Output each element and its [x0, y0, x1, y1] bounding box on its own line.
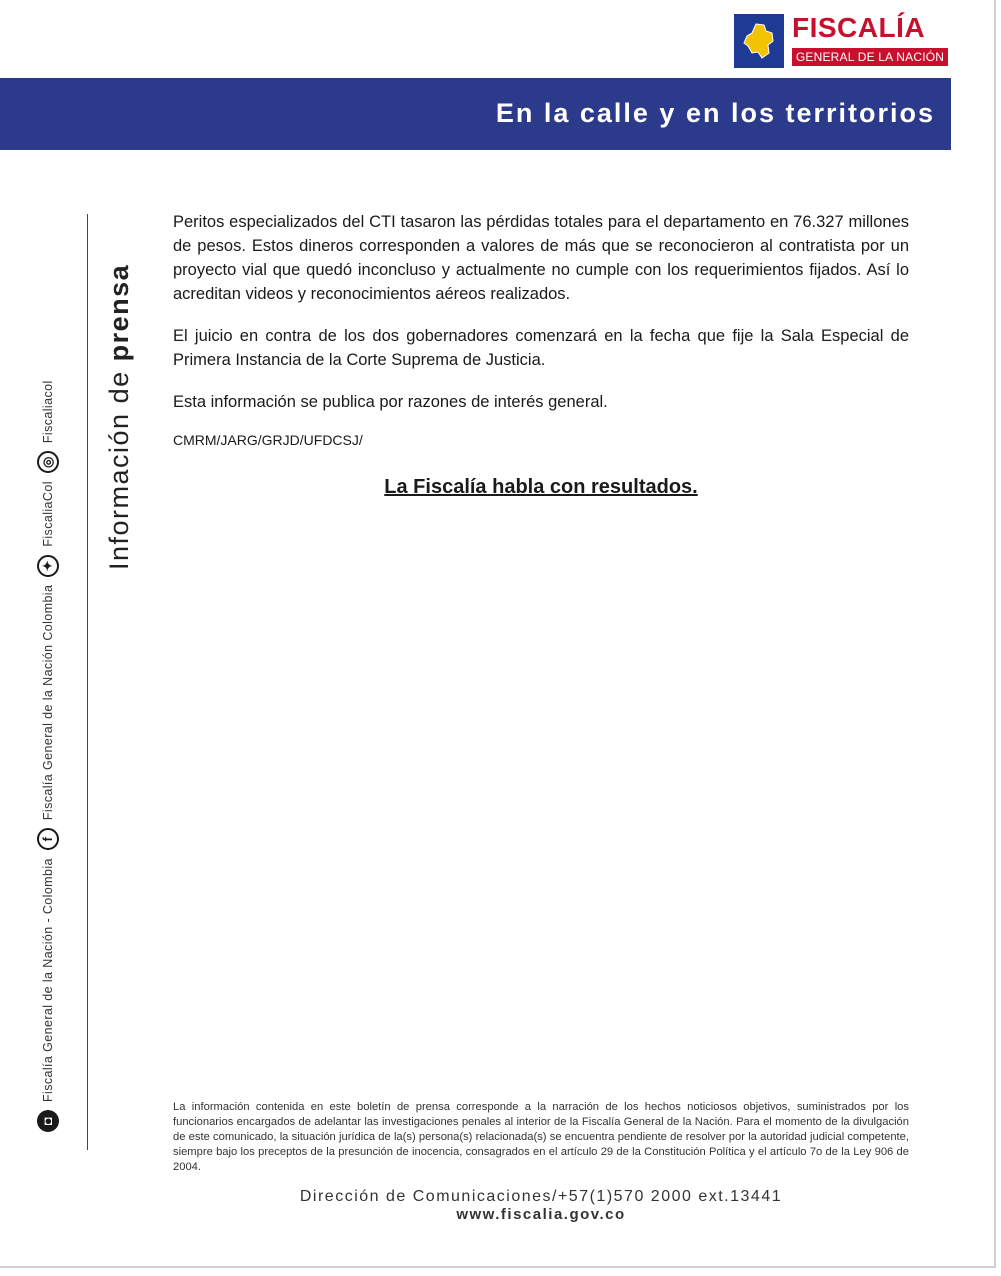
reference-code: CMRM/JARG/GRJD/UFDCSJ/ — [173, 432, 363, 448]
press-label-bold: prensa — [104, 263, 134, 362]
body-content — [173, 210, 909, 448]
banner-text: En la calle y en los territorios — [495, 98, 935, 128]
twitter-handle: FiscaliaCol — [41, 481, 55, 547]
press-info-label — [104, 210, 144, 570]
footer — [173, 1188, 909, 1223]
fiscalia-logo — [734, 14, 950, 68]
paragraph-1: Peritos especializados del CTI tasaron las pérdidas totales para el departamento en 76.327 millones de pesos. Estos dineros corresponden a valores de más que se reconocieron al contratista por un proyecto vial que quedó inconcluso y actualmente no cumple con los requerimientos fijados. Así lo acreditan videos y reconocimientos aéreos realizados. — [173, 213, 909, 303]
paragraph-3: Esta información se publica por razones de interés general. — [173, 393, 608, 411]
divider-line — [87, 214, 88, 1150]
header-banner — [0, 78, 951, 150]
twitter-icon: ✦ — [37, 555, 59, 577]
facebook-icon: f — [37, 828, 59, 850]
globe-icon: ◘ — [37, 1110, 59, 1132]
social-sidebar — [28, 210, 68, 1140]
slogan: La Fiscalía habla con resultados. — [384, 476, 698, 498]
logo-subtitle: GENERAL DE LA NACIÓN — [792, 48, 948, 66]
legal-disclaimer: La información contenida en este boletín de prensa corresponde a la narración de los hechos noticiosos objetivos, suministrados por los funcionarios encargados de adelantar las investigaciones penales al interior de la Fiscalía General de la Nación. Para el momento de la divulgación de este comunicado, la situación jurídica de la(s) persona(s) relacionada(s) se encuentra pendiente de resolver por la autoridad judicial competente, siempre bajo los preceptos de la presunción de inocencia, consagrados en el artículo 29 de la Constitución Política y el artículo 7o de la Ley 906 de 2004. — [173, 1101, 909, 1173]
footer-address: Dirección de Comunicaciones/+57(1)570 2000 ext.13441 — [299, 1188, 783, 1205]
instagram-handle: Fiscaliacol — [41, 380, 55, 444]
instagram-icon: ◎ — [37, 451, 59, 473]
footer-website[interactable]: www.fiscalia.gov.co — [456, 1206, 626, 1223]
logo-title: FISCALÍA — [792, 12, 926, 43]
colombia-map-icon — [734, 14, 784, 68]
org-name: Fiscalía General de la Nación - Colombia — [41, 858, 55, 1102]
paragraph-2: El juicio en contra de los dos gobernadores comenzará en la fecha que fije la Sala Especial de Primera Instancia de la Corte Suprema de Justicia. — [173, 327, 909, 369]
press-label-light: Información de — [104, 370, 134, 570]
facebook-handle: Fiscalía General de la Nación Colombia — [41, 584, 55, 821]
